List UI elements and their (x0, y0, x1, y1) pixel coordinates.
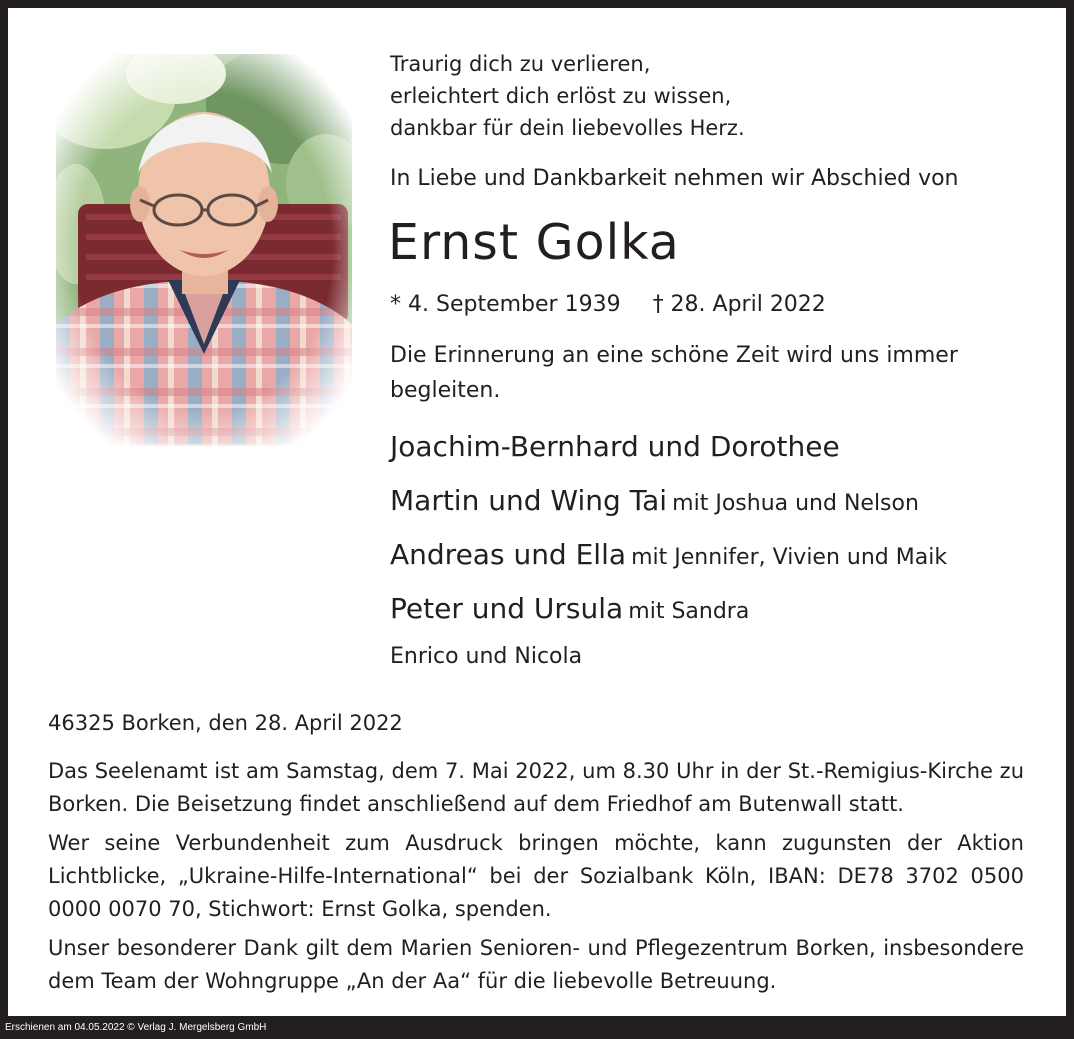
thanks-text: Unser besonderer Dank gilt dem Marien Senioren- und Pflegezentrum Borken, insbesondere dem Team der Wohngruppe „An der Aa“ für die liebevolle Betreuung. (48, 936, 1024, 993)
family-with: mit Joshua und Nelson (672, 491, 919, 516)
donation-info: Wer seine Verbundenheit zum Ausdruck bringen möchte, kann zugunsten der Aktion Lichtblicke, „Ukraine-Hilfe-International“ bei der Sozialbank Köln, IBAN: DE78 3702 0500 0000 0070 70, Stichwort: Ernst Golka, spenden. (48, 831, 1024, 921)
family-entry (390, 584, 1050, 638)
funeral-info: Das Seelenamt ist am Samstag, dem 7. Mai 2022, um 8.30 Uhr in der St.-Remigius-Kirche zu Borken. Die Beisetzung findet anschließend auf dem Friedhof am Butenwall statt. (48, 759, 1024, 816)
obituary-card (8, 8, 1066, 1016)
life-dates (390, 290, 1050, 320)
verse-line: erleichtert dich erlöst zu wissen, (390, 84, 732, 108)
family-entry (390, 476, 1050, 530)
family-with: mit Jennifer, Vivien und Maik (631, 545, 948, 570)
family-names: Joachim-Bernhard und Dorothee (390, 430, 840, 463)
notice-details (48, 708, 1024, 998)
verse-line: Traurig dich zu verlieren, (390, 52, 651, 76)
family-names: Martin und Wing Tai (390, 484, 668, 517)
memory-text: Die Erinnerung an eine schöne Zeit wird uns immer begleiten. (390, 343, 958, 403)
portrait-image (56, 54, 352, 446)
family-entry (390, 642, 1050, 673)
deceased-name: Ernst Golka (388, 214, 680, 271)
death-date: † 28. April 2022 (652, 292, 826, 317)
family-with: Enrico und Nicola (390, 644, 583, 669)
birth-date: * 4. September 1939 (390, 292, 621, 317)
family-names: Andreas und Ella (390, 538, 627, 571)
farewell-intro: In Liebe und Dankbarkeit nehmen wir Abschied von (390, 166, 959, 191)
family-entry (390, 530, 1050, 584)
verse (390, 48, 1050, 144)
main-column (390, 48, 1050, 673)
family-entry (390, 422, 1050, 476)
family-names: Peter und Ursula (390, 592, 624, 625)
portrait-photo (56, 54, 352, 446)
verse-line: dankbar für dein liebevolles Herz. (390, 116, 745, 140)
family-with: mit Sandra (628, 599, 750, 624)
family-list (390, 422, 1050, 673)
place-date: 46325 Borken, den 28. April 2022 (48, 711, 403, 735)
publication-footer: Erschienen am 04.05.2022 © Verlag J. Mergelsberg GmbH (5, 1022, 267, 1033)
